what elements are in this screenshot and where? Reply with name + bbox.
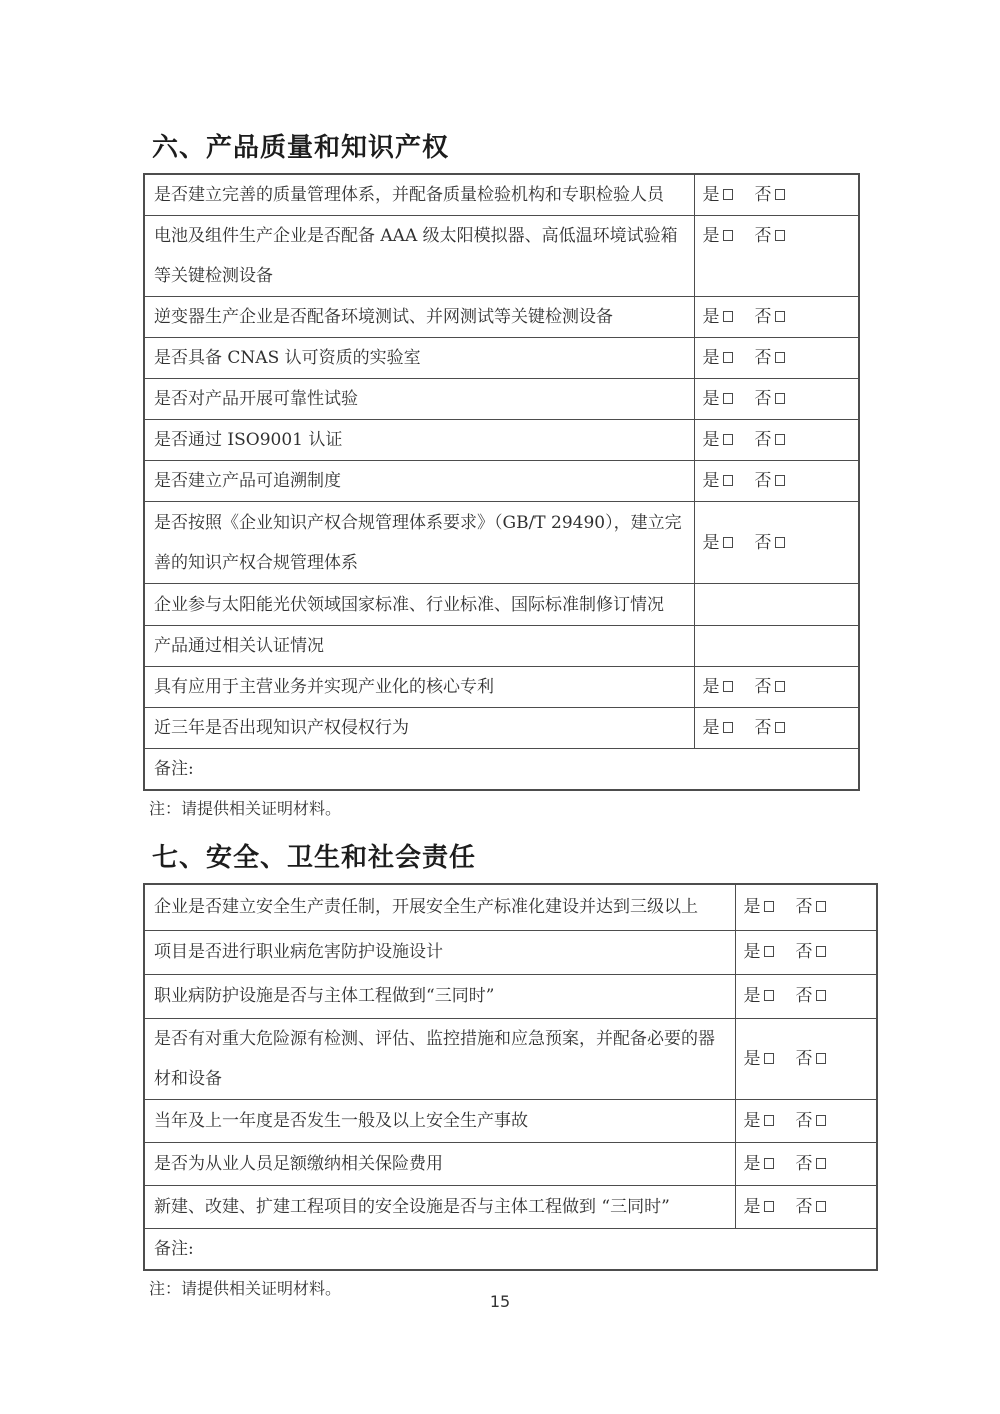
no-checkbox[interactable] bbox=[775, 393, 785, 404]
no-label: 否 bbox=[754, 677, 772, 697]
question-cell: 近三年是否出现知识产权侵权行为 bbox=[144, 708, 694, 749]
yes-no-cell bbox=[694, 708, 859, 749]
question-cell: 逆变器生产企业是否配备环境测试、并网测试等关键检测设备 bbox=[144, 297, 694, 338]
safety-table bbox=[143, 883, 878, 1271]
table-row bbox=[144, 584, 859, 626]
yes-checkbox[interactable] bbox=[764, 946, 774, 957]
note-text: 注：请提供相关证明材料。 bbox=[149, 799, 342, 818]
table-row bbox=[144, 1185, 877, 1228]
table-row bbox=[144, 297, 859, 338]
yes-checkbox[interactable] bbox=[764, 990, 774, 1001]
yes-no-cell bbox=[694, 667, 859, 708]
yes-label: 是 bbox=[702, 226, 720, 246]
no-label: 否 bbox=[795, 942, 813, 962]
question-cell: 是否建立产品可追溯制度 bbox=[144, 461, 694, 502]
yes-checkbox[interactable] bbox=[723, 230, 733, 241]
question-cell: 是否建立完善的质量管理体系，并配备质量检验机构和专职检验人员 bbox=[144, 174, 694, 216]
yes-label: 是 bbox=[702, 430, 720, 450]
section-6-title: 六、产品质量和知识产权 bbox=[152, 133, 450, 163]
yes-label: 是 bbox=[743, 1110, 761, 1131]
yes-label: 是 bbox=[743, 897, 761, 918]
empty-cell bbox=[694, 584, 859, 626]
no-label: 否 bbox=[754, 185, 772, 205]
page-number: 15 bbox=[489, 1292, 511, 1311]
table-row bbox=[144, 338, 859, 379]
table-row bbox=[144, 930, 877, 974]
question-cell: 电池及组件生产企业是否配备 AAA 级太阳模拟器、高低温环境试验箱等关键检测设备 bbox=[144, 216, 694, 297]
note-text: 注：请提供相关证明材料。 bbox=[149, 1279, 342, 1298]
remark-cell: 备注: bbox=[144, 1228, 877, 1270]
remark-row bbox=[144, 749, 859, 791]
question-cell: 具有应用于主营业务并实现产业化的核心专利 bbox=[144, 667, 694, 708]
yes-no-cell bbox=[735, 1185, 877, 1228]
no-checkbox[interactable] bbox=[775, 311, 785, 322]
no-checkbox[interactable] bbox=[775, 681, 785, 692]
yes-label: 是 bbox=[702, 677, 720, 697]
yes-checkbox[interactable] bbox=[764, 1201, 774, 1212]
no-label: 否 bbox=[754, 389, 772, 409]
question-cell: 产品通过相关认证情况 bbox=[144, 626, 694, 667]
yes-no-cell bbox=[694, 420, 859, 461]
yes-no-cell bbox=[694, 216, 859, 297]
question-cell: 企业参与太阳能光伏领域国家标准、行业标准、国际标准制修订情况 bbox=[144, 584, 694, 626]
yes-no-cell bbox=[735, 1099, 877, 1142]
yes-label: 是 bbox=[702, 348, 720, 368]
yes-checkbox[interactable] bbox=[723, 434, 733, 445]
no-label: 否 bbox=[795, 1110, 813, 1131]
table-row bbox=[144, 379, 859, 420]
question-cell: 当年及上一年度是否发生一般及以上安全生产事故 bbox=[144, 1099, 735, 1142]
question-cell: 是否对产品开展可靠性试验 bbox=[144, 379, 694, 420]
no-checkbox[interactable] bbox=[775, 722, 785, 733]
no-checkbox[interactable] bbox=[775, 230, 785, 241]
table-row bbox=[144, 1099, 877, 1142]
yes-label: 是 bbox=[743, 1196, 761, 1217]
no-label: 否 bbox=[795, 897, 813, 918]
yes-no-cell bbox=[694, 174, 859, 216]
no-label: 否 bbox=[795, 1153, 813, 1174]
remark-row bbox=[144, 1228, 877, 1270]
empty-cell bbox=[694, 626, 859, 667]
table-row bbox=[144, 1142, 877, 1185]
yes-checkbox[interactable] bbox=[764, 1115, 774, 1126]
yes-checkbox[interactable] bbox=[764, 1158, 774, 1169]
table-row bbox=[144, 420, 859, 461]
no-checkbox[interactable] bbox=[775, 352, 785, 363]
yes-label: 是 bbox=[743, 1153, 761, 1174]
yes-checkbox[interactable] bbox=[723, 311, 733, 322]
no-label: 否 bbox=[795, 1048, 813, 1069]
question-cell: 新建、改建、扩建工程项目的安全设施是否与主体工程做到 “三同时” bbox=[144, 1185, 735, 1228]
no-checkbox[interactable] bbox=[775, 537, 785, 548]
table-row bbox=[144, 216, 859, 297]
no-label: 否 bbox=[795, 986, 813, 1006]
section-safety-health bbox=[143, 841, 1000, 1299]
no-checkbox[interactable] bbox=[816, 946, 826, 957]
no-checkbox[interactable] bbox=[816, 1201, 826, 1212]
yes-no-cell bbox=[735, 974, 877, 1018]
no-label: 否 bbox=[754, 430, 772, 450]
table-row bbox=[144, 667, 859, 708]
no-checkbox[interactable] bbox=[816, 1115, 826, 1126]
table-row bbox=[144, 708, 859, 749]
table-row bbox=[144, 502, 859, 584]
yes-label: 是 bbox=[702, 718, 720, 738]
yes-no-cell bbox=[735, 930, 877, 974]
no-label: 否 bbox=[795, 1196, 813, 1217]
yes-no-cell bbox=[694, 338, 859, 379]
no-checkbox[interactable] bbox=[816, 901, 826, 912]
question-cell: 是否具备 CNAS 认可资质的实验室 bbox=[144, 338, 694, 379]
table-row bbox=[144, 1018, 877, 1099]
no-label: 否 bbox=[754, 348, 772, 368]
yes-label: 是 bbox=[743, 1048, 761, 1069]
section-7-title: 七、安全、卫生和社会责任 bbox=[152, 843, 477, 873]
no-label: 否 bbox=[754, 307, 772, 327]
yes-label: 是 bbox=[702, 471, 720, 491]
no-checkbox[interactable] bbox=[816, 1158, 826, 1169]
yes-checkbox[interactable] bbox=[723, 475, 733, 486]
yes-label: 是 bbox=[702, 532, 720, 553]
table-row bbox=[144, 461, 859, 502]
question-cell: 职业病防护设施是否与主体工程做到“三同时” bbox=[144, 974, 735, 1018]
yes-no-cell bbox=[735, 1142, 877, 1185]
yes-label: 是 bbox=[702, 307, 720, 327]
yes-label: 是 bbox=[702, 389, 720, 409]
table-row bbox=[144, 884, 877, 930]
yes-checkbox[interactable] bbox=[764, 901, 774, 912]
yes-label: 是 bbox=[743, 942, 761, 962]
yes-checkbox[interactable] bbox=[723, 537, 733, 548]
table-row bbox=[144, 974, 877, 1018]
no-label: 否 bbox=[754, 471, 772, 491]
remark-cell: 备注: bbox=[144, 749, 859, 791]
yes-checkbox[interactable] bbox=[723, 681, 733, 692]
question-cell: 是否为从业人员足额缴纳相关保险费用 bbox=[144, 1142, 735, 1185]
yes-label: 是 bbox=[743, 986, 761, 1006]
no-checkbox[interactable] bbox=[775, 434, 785, 445]
yes-no-cell bbox=[694, 297, 859, 338]
yes-checkbox[interactable] bbox=[723, 352, 733, 363]
yes-no-cell bbox=[694, 379, 859, 420]
no-checkbox[interactable] bbox=[816, 990, 826, 1001]
question-cell: 是否有对重大危险源有检测、评估、监控措施和应急预案，并配备必要的器材和设备 bbox=[144, 1018, 735, 1099]
yes-checkbox[interactable] bbox=[723, 722, 733, 733]
question-cell: 是否通过 ISO9001 认证 bbox=[144, 420, 694, 461]
yes-label: 是 bbox=[702, 185, 720, 205]
quality-ip-table bbox=[143, 173, 860, 791]
table-row bbox=[144, 626, 859, 667]
yes-no-cell bbox=[735, 884, 877, 930]
yes-checkbox[interactable] bbox=[764, 1053, 774, 1064]
yes-no-cell bbox=[694, 461, 859, 502]
no-label: 否 bbox=[754, 532, 772, 553]
no-checkbox[interactable] bbox=[816, 1053, 826, 1064]
yes-no-cell bbox=[735, 1018, 877, 1099]
no-checkbox[interactable] bbox=[775, 475, 785, 486]
question-cell: 项目是否进行职业病危害防护设施设计 bbox=[144, 930, 735, 974]
yes-checkbox[interactable] bbox=[723, 189, 733, 200]
question-cell: 是否按照《企业知识产权合规管理体系要求》（GB/T 29490），建立完善的知识产权合规管理体系 bbox=[144, 502, 694, 584]
table-row bbox=[144, 174, 859, 216]
yes-no-cell bbox=[694, 502, 859, 584]
no-label: 否 bbox=[754, 718, 772, 738]
yes-checkbox[interactable] bbox=[723, 393, 733, 404]
no-checkbox[interactable] bbox=[775, 189, 785, 200]
question-cell: 企业是否建立安全生产责任制，开展安全生产标准化建设并达到三级以上 bbox=[144, 884, 735, 930]
no-label: 否 bbox=[754, 226, 772, 246]
section-product-quality bbox=[143, 131, 1000, 819]
